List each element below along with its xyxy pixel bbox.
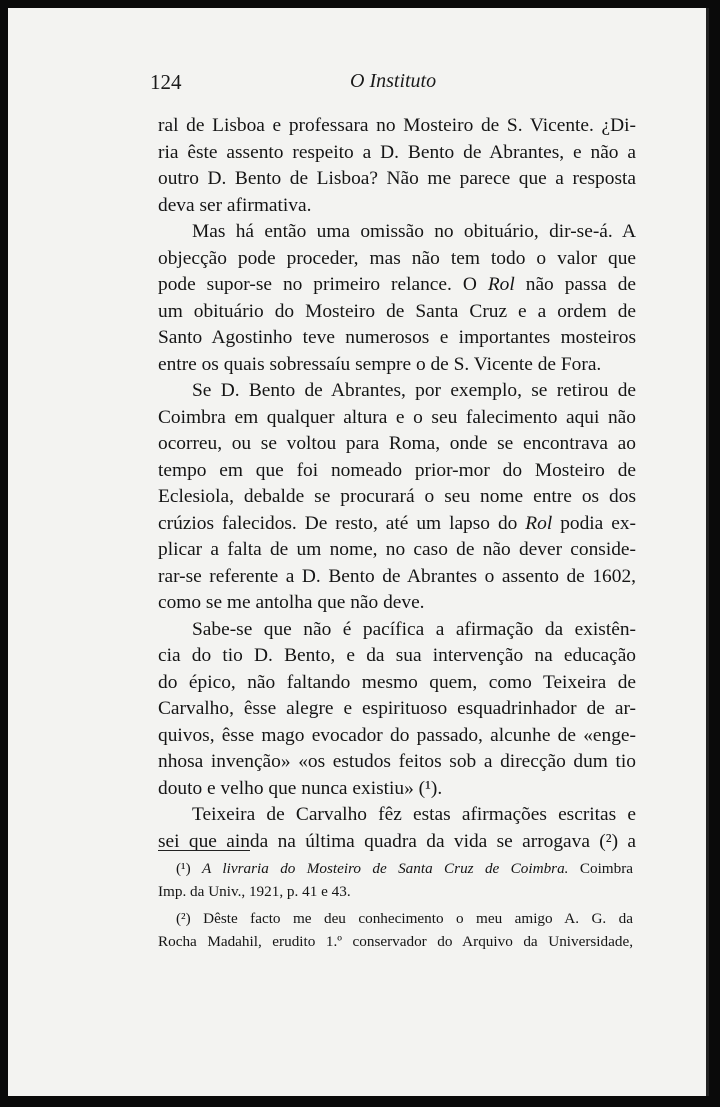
running-title: O Instituto [350,70,437,92]
paragraph-3 [158,378,636,617]
text-span: não passa de [525,274,636,295]
text-line: entre os quais sobressaíu sempre o de S. Vicente de Fora. [158,353,602,375]
page-number: 124 [150,70,182,94]
text-line: um obituário do Mosteiro de Santa Cruz e a ordem de [158,300,636,322]
body-text [158,113,636,855]
text-line: nhosa invenção» «os estudos feitos sob a direcção dum tio [158,751,636,772]
text-line: tempo em que foi nomeado prior-mor do Mosteiro de [158,459,636,481]
text-line: Sabe-se que não é pacífica a afirmação da existên- [192,618,636,640]
text-line: Teixeira de Carvalho fêz estas afirmações escritas e [192,804,636,825]
text-line: ocorreu, ou se voltou para Roma, onde se encontrava ao [158,433,636,454]
footnote-line: Rocha Madahil, erudito 1.º conservador do Arquivo da Universidade, [158,932,633,950]
text-line: quivos, êsse mago evocador do passado, alcunhe de «enge- [158,724,636,746]
text-line: do épico, não faltando mesmo quem, como Teixeira de [158,671,636,693]
text-line: Coimbra em qualquer altura e o seu falecimento aqui não [158,406,636,428]
page-sheet [8,8,709,1096]
paragraph-5 [158,802,636,855]
paragraph-1 [158,113,636,219]
text-span: podia ex- [560,512,636,534]
footnote-rule [158,850,250,851]
footnote-2 [158,908,633,953]
text-line-mixed [158,511,636,538]
italic-title: A livraria do Mosteiro de Santa Cruz de Coimbra. [202,860,569,877]
text-line: cia do tio D. Bento, e da sua intervenção na educação [158,645,636,666]
footnote-line: Imp. da Univ., 1921, p. 41 e 43. [158,882,351,900]
text-line: ral de Lisboa e professara no Mosteiro de S. Vicente. ¿Di- [158,115,636,136]
text-line: rar-se referente a D. Bento de Abrantes o assento de 1602, [158,565,636,587]
footnote-marker: (¹) [176,860,191,877]
text-line: ria êste assento respeito a D. Bento de Abrantes, e não a [158,141,636,163]
text-line: douto e velho que nunca existiu» (¹). [158,777,443,799]
footnote-line [158,858,633,881]
text-line: Santo Agostinho teve numerosos e importantes mosteiros [158,327,636,348]
text-line: outro D. Bento de Lisboa? Não me parece que a resposta [158,168,636,189]
text-line: plicar a falta de um nome, no caso de não dever conside- [158,539,636,560]
italic-title: Rol [525,512,553,534]
text-line: sei que ainda na última quadra da vida se arrogava (²) a [158,830,636,852]
text-span: Coimbra [579,860,634,877]
text-line-mixed [158,272,636,299]
text-span: pode supor-se no primeiro relance. O [158,274,477,295]
page-header [150,68,630,98]
footnote-1 [158,858,633,903]
text-line: Mas há então uma omissão no obituário, dir-se-á. A [192,221,636,242]
text-line: Se D. Bento de Abrantes, por exemplo, se retirou de [192,380,636,401]
text-line: objecção pode proceder, mas não tem todo o valor que [158,247,636,269]
italic-title: Rol [487,274,515,295]
text-line: Eclesiola, debalde se procurará o seu nome entre os dos [158,486,636,507]
text-span: crúzios falecidos. De resto, até um lapso do [158,512,518,534]
footnotes [158,858,633,958]
paragraph-2 [158,219,636,378]
text-line: Carvalho, êsse alegre e espirituoso esquadrinhador de ar- [158,698,636,719]
text-line: deva ser afirmativa. [158,194,312,216]
footnote-line: (²) Dêste facto me deu conhecimento o meu amigo A. G. da [176,910,633,927]
paragraph-4 [158,617,636,803]
text-line: como se me antolha que não deve. [158,592,425,613]
